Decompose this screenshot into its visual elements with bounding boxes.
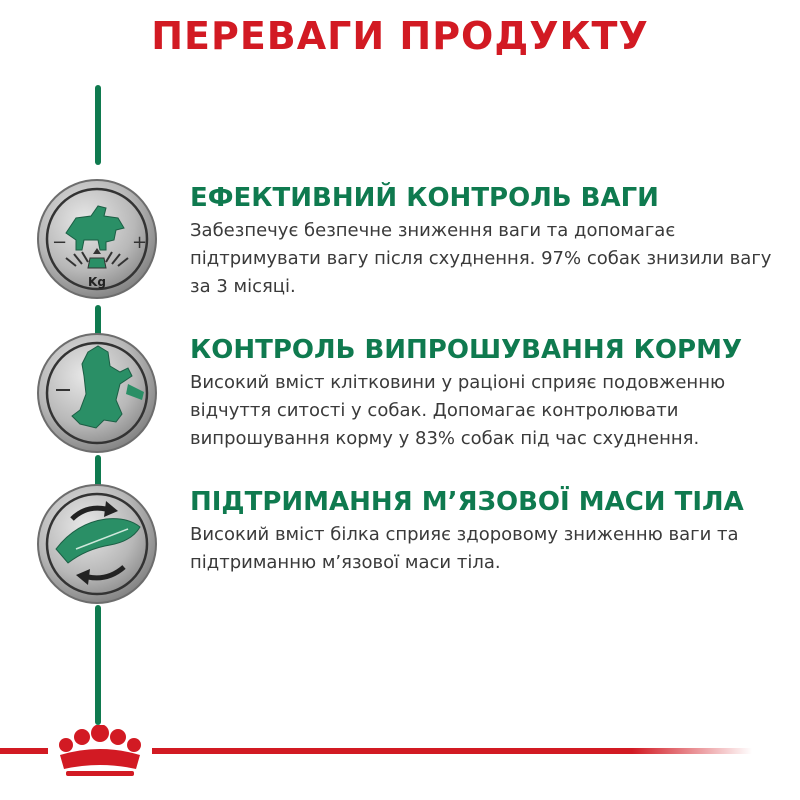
timeline-line	[95, 85, 101, 165]
benefit-text: Забезпечує безпечне зниження ваги та допомагає підтримувати вагу після схуднення. 97% собак знизили вагу за 3 місяці.	[190, 220, 772, 297]
benefit-muscle-mass	[190, 487, 790, 577]
royal-canin-crown-icon	[59, 725, 141, 776]
benefit-heading: ПІДТРИМАННЯ М’ЯЗОВОЇ МАСИ ТІЛА	[190, 487, 744, 517]
svg-text:+: +	[132, 232, 148, 253]
benefit-begging-control	[190, 335, 790, 453]
benefit-weight-control	[190, 183, 790, 301]
muscle-arrows-icon	[36, 483, 158, 605]
page-title: ПЕРЕВАГИ ПРОДУКТУ	[151, 14, 649, 58]
benefit-text: Високий вміст клітковини у раціоні сприяє подовженню відчуття ситості у собак. Допомагає контролювати випрошування корму у 83% собак під час схуднення.	[190, 372, 726, 449]
timeline-line	[95, 605, 101, 725]
benefit-heading: ЕФЕКТИВНИЙ КОНТРОЛЬ ВАГИ	[190, 183, 659, 213]
begging-dog-icon	[36, 332, 158, 454]
benefit-heading: КОНТРОЛЬ ВИПРОШУВАННЯ КОРМУ	[190, 335, 742, 365]
dog-weight-scale-icon	[36, 178, 158, 300]
svg-text:Kg: Kg	[88, 275, 106, 289]
svg-text:−: −	[52, 232, 68, 253]
benefit-text: Високий вміст білка сприяє здоровому зниженню ваги та підтриманню м’язової маси тіла.	[190, 524, 739, 573]
footer-brand-bar	[0, 725, 800, 785]
